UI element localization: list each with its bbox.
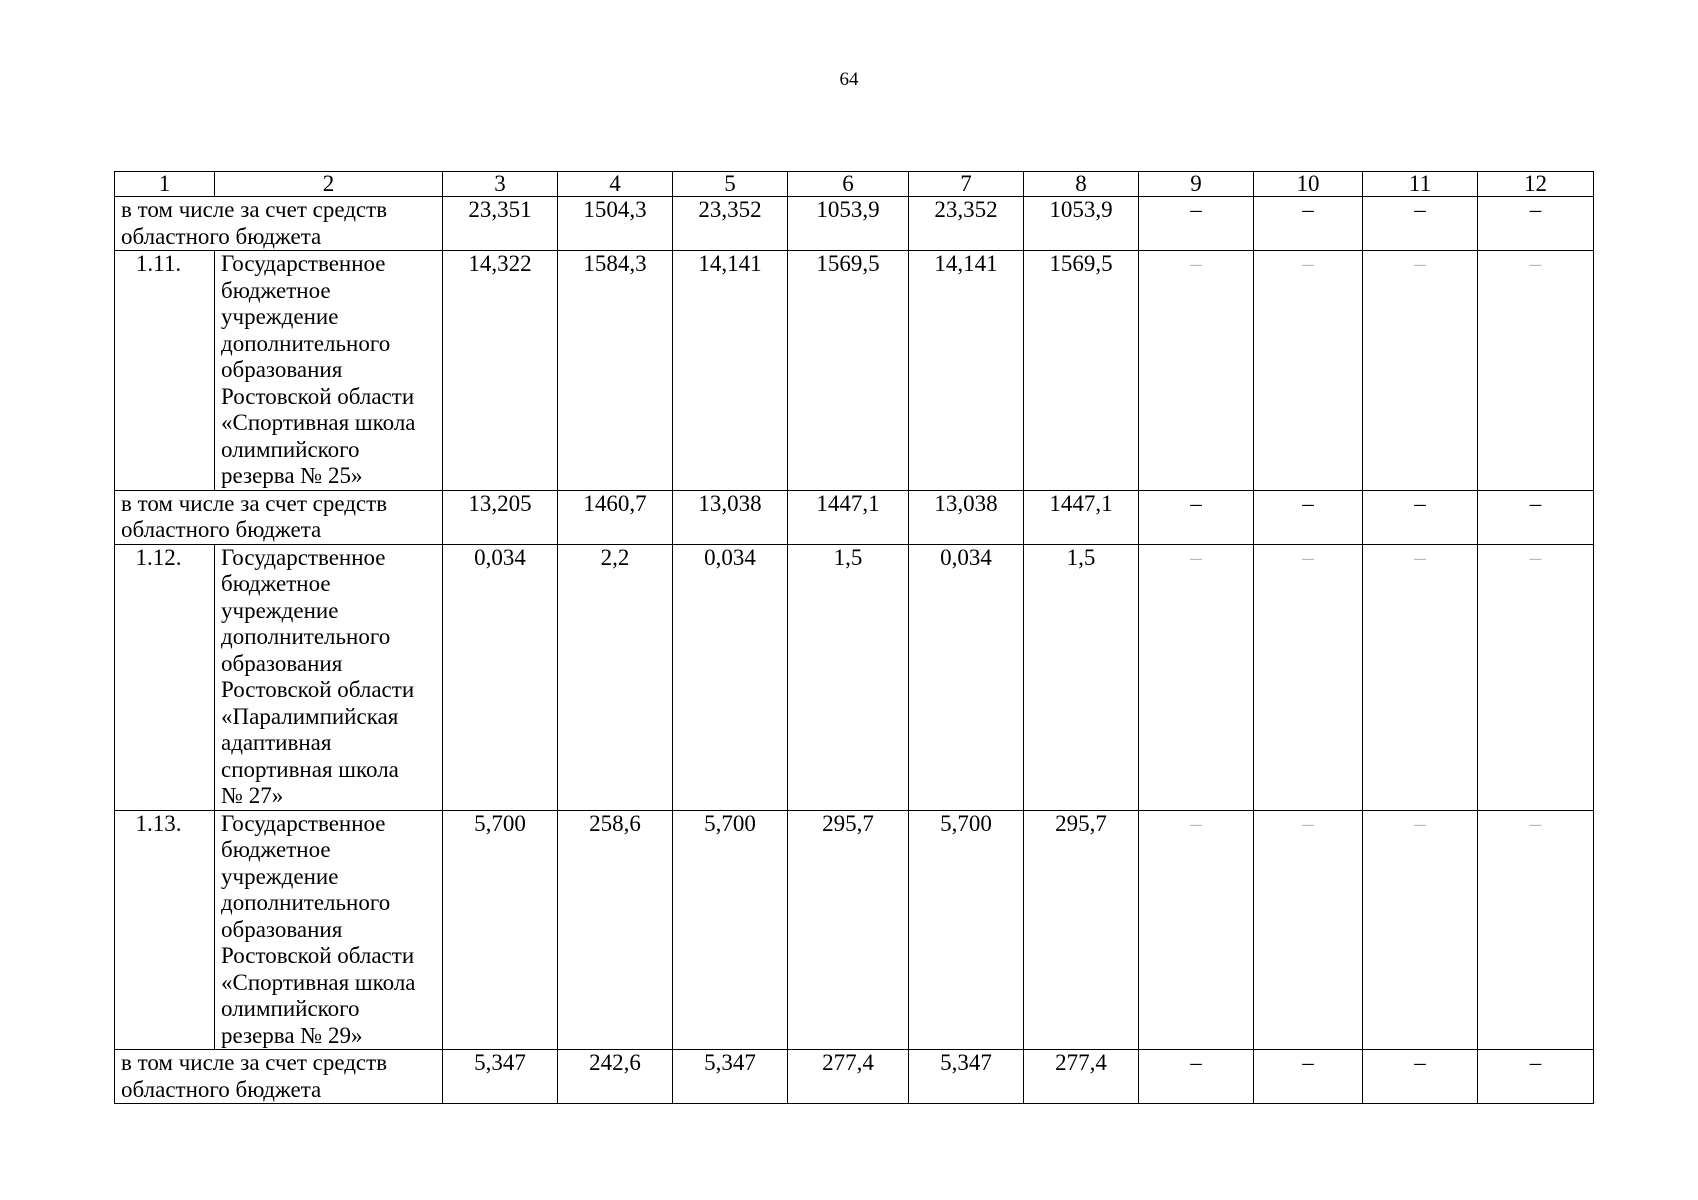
column-number-cell: 8 [1024, 172, 1139, 197]
value-cell: 14,141 [673, 251, 788, 491]
value-cell: 14,322 [443, 251, 558, 491]
column-number-cell: 10 [1254, 172, 1363, 197]
value-cell: 242,6 [558, 1050, 673, 1104]
value-cell: 277,4 [788, 1050, 909, 1104]
dash-cell: – [1363, 197, 1478, 251]
dash-cell: – [1254, 197, 1363, 251]
dash-cell: – [1254, 544, 1363, 810]
dash-cell: – [1363, 544, 1478, 810]
dash-cell: – [1139, 810, 1254, 1050]
value-cell: 1,5 [788, 544, 909, 810]
value-cell: 1053,9 [788, 197, 909, 251]
column-number-cell: 7 [909, 172, 1024, 197]
column-number-cell: 5 [673, 172, 788, 197]
dash-cell: – [1363, 251, 1478, 491]
value-cell: 23,352 [909, 197, 1024, 251]
dash-cell: – [1478, 1050, 1594, 1104]
regional-budget-subtotal-row [115, 490, 1594, 544]
column-number-cell: 3 [443, 172, 558, 197]
value-cell: 1447,1 [788, 490, 909, 544]
value-cell: 258,6 [558, 810, 673, 1050]
regional-budget-subtotal-row [115, 1050, 1594, 1104]
dash-cell: – [1139, 544, 1254, 810]
value-cell: 1447,1 [1024, 490, 1139, 544]
row-index: 1.13. [115, 810, 215, 1050]
value-cell: 5,700 [443, 810, 558, 1050]
value-cell: 5,700 [909, 810, 1024, 1050]
dash-cell: – [1478, 251, 1594, 491]
institution-name: Государственное бюджетное учреждение дополнительного образования Ростовской области «Спортивная школа олимпийского резерва № 25» [215, 251, 443, 491]
dash-cell: – [1139, 490, 1254, 544]
dash-cell: – [1363, 810, 1478, 1050]
value-cell: 1504,3 [558, 197, 673, 251]
institution-row [115, 810, 1594, 1050]
value-cell: 14,141 [909, 251, 1024, 491]
dash-cell: – [1139, 251, 1254, 491]
dash-cell: – [1254, 490, 1363, 544]
value-cell: 295,7 [1024, 810, 1139, 1050]
page-number: 64 [839, 69, 859, 90]
value-cell: 13,038 [909, 490, 1024, 544]
value-cell: 1,5 [1024, 544, 1139, 810]
row-index: 1.12. [115, 544, 215, 810]
dash-cell: – [1254, 810, 1363, 1050]
value-cell: 1053,9 [1024, 197, 1139, 251]
column-number-header-row [115, 172, 1594, 197]
institution-name: Государственное бюджетное учреждение дополнительного образования Ростовской области «Спортивная школа олимпийского резерва № 29» [215, 810, 443, 1050]
value-cell: 1569,5 [788, 251, 909, 491]
dash-cell: – [1478, 197, 1594, 251]
institution-row [115, 544, 1594, 810]
budget-table [114, 171, 1594, 1104]
value-cell: 2,2 [558, 544, 673, 810]
institution-name: Государственное бюджетное учреждение дополнительного образования Ростовской области «Паралимпийская адаптивная спортивная школа № 27» [215, 544, 443, 810]
value-cell: 277,4 [1024, 1050, 1139, 1104]
value-cell: 5,347 [673, 1050, 788, 1104]
dash-cell: – [1478, 490, 1594, 544]
value-cell: 5,700 [673, 810, 788, 1050]
dash-cell: – [1139, 1050, 1254, 1104]
dash-cell: – [1139, 197, 1254, 251]
subtotal-label: в том числе за счет средств областного бюджета [115, 1050, 443, 1104]
value-cell: 1584,3 [558, 251, 673, 491]
row-index: 1.11. [115, 251, 215, 491]
dash-cell: – [1478, 544, 1594, 810]
dash-cell: – [1254, 251, 1363, 491]
dash-cell: – [1363, 1050, 1478, 1104]
value-cell: 23,352 [673, 197, 788, 251]
dash-cell: – [1363, 490, 1478, 544]
value-cell: 23,351 [443, 197, 558, 251]
column-number-cell: 12 [1478, 172, 1594, 197]
column-number-cell: 1 [115, 172, 215, 197]
column-number-cell: 6 [788, 172, 909, 197]
regional-budget-subtotal-row [115, 197, 1594, 251]
column-number-cell: 4 [558, 172, 673, 197]
value-cell: 0,034 [909, 544, 1024, 810]
subtotal-label: в том числе за счет средств областного бюджета [115, 490, 443, 544]
subtotal-label: в том числе за счет средств областного бюджета [115, 197, 443, 251]
value-cell: 295,7 [788, 810, 909, 1050]
column-number-cell: 9 [1139, 172, 1254, 197]
value-cell: 1460,7 [558, 490, 673, 544]
dash-cell: – [1478, 810, 1594, 1050]
institution-row [115, 251, 1594, 491]
dash-cell: – [1254, 1050, 1363, 1104]
value-cell: 13,038 [673, 490, 788, 544]
value-cell: 5,347 [909, 1050, 1024, 1104]
column-number-cell: 2 [215, 172, 443, 197]
column-number-cell: 11 [1363, 172, 1478, 197]
value-cell: 13,205 [443, 490, 558, 544]
value-cell: 0,034 [673, 544, 788, 810]
value-cell: 1569,5 [1024, 251, 1139, 491]
value-cell: 0,034 [443, 544, 558, 810]
value-cell: 5,347 [443, 1050, 558, 1104]
